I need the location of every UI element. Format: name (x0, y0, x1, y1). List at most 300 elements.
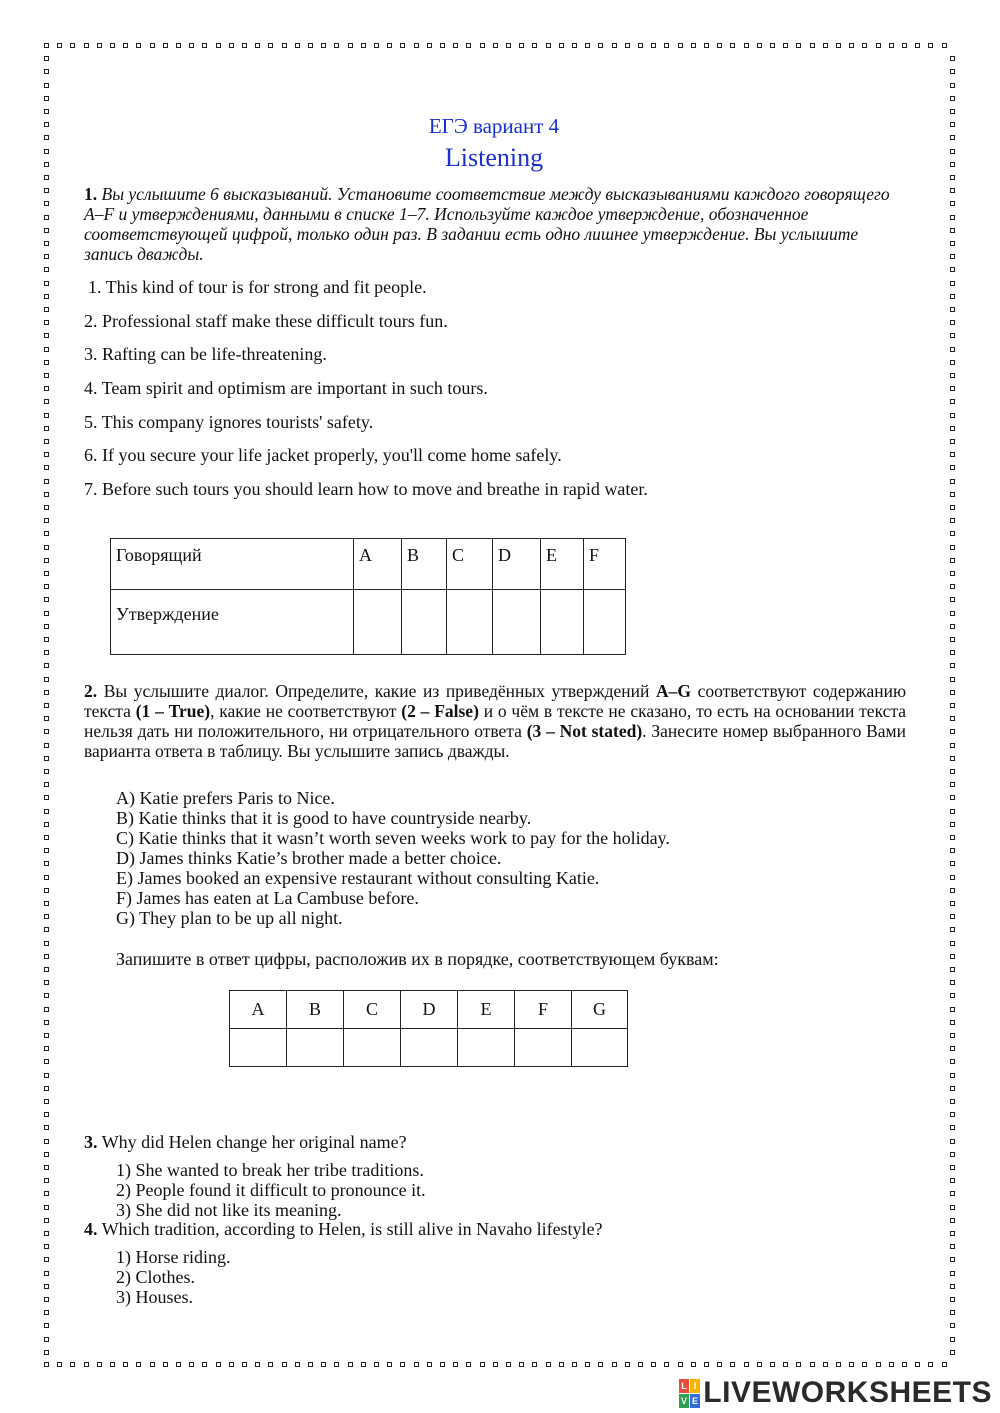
border-dot (44, 1323, 49, 1328)
border-dot (308, 1362, 313, 1367)
border-dot (44, 888, 49, 893)
border-dot (796, 1362, 801, 1367)
border-dot (950, 690, 955, 695)
border-dot (44, 413, 49, 418)
border-dot (902, 43, 907, 48)
border-dot (295, 1362, 300, 1367)
border-dot (950, 492, 955, 497)
border-dot (950, 809, 955, 814)
task1-statement: 4. Team spirit and optimism are important in such tours. (84, 378, 488, 398)
border-dot (44, 294, 49, 299)
border-dot (950, 479, 955, 484)
border-dot (57, 1362, 62, 1367)
border-dot (44, 69, 49, 74)
answer-cell[interactable] (344, 1029, 401, 1067)
border-dot (44, 663, 49, 668)
border-dot (532, 1362, 537, 1367)
border-dot (348, 43, 353, 48)
task4-question-text: Which tradition, according to Helen, is still alive in Navaho lifestyle? (101, 1219, 603, 1239)
border-dot (189, 1362, 194, 1367)
border-dot (950, 505, 955, 510)
border-dot (44, 954, 49, 959)
border-dot (387, 43, 392, 48)
border-dot (678, 43, 683, 48)
border-dot (717, 1362, 722, 1367)
border-dot (44, 861, 49, 866)
border-dot (950, 531, 955, 536)
border-dot (691, 1362, 696, 1367)
border-dot (44, 1020, 49, 1025)
border-dot (823, 1362, 828, 1367)
border-dot (950, 267, 955, 272)
border-dot (950, 254, 955, 259)
border-dot (70, 1362, 75, 1367)
border-dot (44, 1099, 49, 1104)
border-dot (950, 703, 955, 708)
border-dot (730, 1362, 735, 1367)
task3-question-text: Why did Helen change her original name? (101, 1132, 407, 1152)
border-dot (44, 927, 49, 932)
border-dot (44, 1337, 49, 1342)
border-dot (950, 571, 955, 576)
letter-cell: G (572, 991, 628, 1029)
border-dot (585, 1362, 590, 1367)
border-dot (950, 201, 955, 206)
border-dot (361, 43, 366, 48)
border-dot (876, 1362, 881, 1367)
answer-cell[interactable] (401, 1029, 458, 1067)
border-dot (704, 43, 709, 48)
border-dot (950, 1244, 955, 1249)
border-dot (849, 1362, 854, 1367)
border-dot (44, 637, 49, 642)
border-dot (255, 43, 260, 48)
border-dot (414, 43, 419, 48)
task2-instruction (84, 681, 906, 761)
border-dot (950, 1231, 955, 1236)
border-dot (950, 1112, 955, 1117)
border-dot (44, 1178, 49, 1183)
border-dot (44, 1033, 49, 1038)
logo-mark-icon (679, 1379, 700, 1408)
border-dot (44, 241, 49, 246)
border-dot (730, 43, 735, 48)
answer-cell[interactable] (287, 1029, 344, 1067)
task1-instruction-text: Вы услышите 6 высказываний. Установите соответствие между высказываниями каждого говорящего A–F и утверждениями, данными в списке 1–7. Используйте каждое утверждение, обозначенное соответствующей цифрой, только один раз. В задании есть одно лишнее утверждение. Вы услышите запись дважды. (84, 184, 890, 264)
task4-option[interactable]: 3) Houses. (116, 1287, 193, 1307)
border-dot (950, 756, 955, 761)
border-dot (374, 43, 379, 48)
border-dot (950, 993, 955, 998)
task2-statement: F) James has eaten at La Cambuse before. (116, 888, 419, 908)
border-dot (950, 716, 955, 721)
border-dot (950, 1007, 955, 1012)
border-dot (950, 439, 955, 444)
border-dot (44, 1284, 49, 1289)
task2-statement: A) Katie prefers Paris to Nice. (116, 788, 335, 808)
border-dot (44, 83, 49, 88)
border-dot (950, 281, 955, 286)
border-dot (950, 215, 955, 220)
border-dot (123, 43, 128, 48)
border-dot (44, 703, 49, 708)
border-dot (950, 320, 955, 325)
border-dot (572, 1362, 577, 1367)
border-dot (950, 1218, 955, 1223)
border-dot (44, 254, 49, 259)
border-dot (150, 1362, 155, 1367)
border-dot (44, 531, 49, 536)
border-dot (400, 1362, 405, 1367)
border-dot (44, 901, 49, 906)
border-dot (950, 188, 955, 193)
answer-cell[interactable] (493, 590, 541, 655)
border-dot (950, 56, 955, 61)
border-dot (44, 399, 49, 404)
logo-mark-letter: L (681, 1380, 688, 1391)
border-dot (950, 822, 955, 827)
border-dot (744, 43, 749, 48)
border-dot (44, 320, 49, 325)
border-dot (229, 43, 234, 48)
border-dot (44, 56, 49, 61)
border-dot (44, 1257, 49, 1262)
border-dot (44, 201, 49, 206)
answer-cell[interactable] (402, 590, 447, 655)
border-dot (950, 241, 955, 246)
border-dot (493, 43, 498, 48)
border-dot (44, 848, 49, 853)
border-dot (950, 83, 955, 88)
task1-statement: 3. Rafting can be life-threatening. (84, 344, 327, 364)
border-dot (638, 1362, 643, 1367)
border-dot (136, 1362, 141, 1367)
border-dot (453, 1362, 458, 1367)
border-dot (598, 1362, 603, 1367)
border-dot (757, 1362, 762, 1367)
border-dot (44, 941, 49, 946)
answer-cell[interactable] (447, 590, 493, 655)
border-dot (44, 729, 49, 734)
border-dot (950, 769, 955, 774)
border-dot (44, 782, 49, 787)
speaker-cell: E (541, 539, 584, 590)
border-dot (950, 360, 955, 365)
border-dot (950, 1165, 955, 1170)
border-dot (836, 43, 841, 48)
border-dot (44, 492, 49, 497)
border-dot (950, 1086, 955, 1091)
task2-number: 2. (84, 681, 98, 701)
table-row-label: Говорящий (111, 539, 354, 590)
border-dot (44, 571, 49, 576)
page-title: ЕГЭ вариант 4 (428, 114, 560, 138)
border-dot (950, 941, 955, 946)
border-dot (44, 1205, 49, 1210)
border-dot (950, 307, 955, 312)
speaker-cell: F (584, 539, 626, 590)
border-dot (950, 1046, 955, 1051)
table-row-label: Утверждение (111, 590, 354, 655)
border-dot (44, 1059, 49, 1064)
border-dot (361, 1362, 366, 1367)
border-dot (942, 43, 947, 48)
answer-cell[interactable] (572, 1029, 628, 1067)
border-dot (950, 333, 955, 338)
border-dot (44, 175, 49, 180)
border-dot (862, 43, 867, 48)
border-dot (44, 188, 49, 193)
border-dot (950, 373, 955, 378)
border-dot (950, 835, 955, 840)
border-dot (950, 1073, 955, 1078)
border-dot (44, 597, 49, 602)
border-dot (44, 1086, 49, 1091)
border-dot (950, 294, 955, 299)
border-dot (950, 1033, 955, 1038)
border-dot (950, 175, 955, 180)
border-dot (44, 465, 49, 470)
task4-option[interactable]: 2) Clothes. (116, 1267, 195, 1287)
border-dot (783, 43, 788, 48)
border-dot (242, 1362, 247, 1367)
border-dot (44, 1152, 49, 1157)
border-dot (427, 43, 432, 48)
border-dot (44, 1125, 49, 1130)
border-dot (950, 1139, 955, 1144)
border-dot (546, 1362, 551, 1367)
border-dot (546, 43, 551, 48)
border-dot (950, 1020, 955, 1025)
border-dot (44, 439, 49, 444)
task1-statement: 7. Before such tours you should learn how to move and breathe in rapid water. (84, 479, 648, 499)
letter-cell: E (458, 991, 515, 1029)
border-dot (44, 743, 49, 748)
border-dot (44, 1191, 49, 1196)
task2-statement: G) They plan to be up all night. (116, 908, 343, 928)
border-dot (123, 1362, 128, 1367)
border-dot (282, 1362, 287, 1367)
border-dot (770, 1362, 775, 1367)
border-dot (44, 993, 49, 998)
border-dot (572, 43, 577, 48)
border-dot (950, 558, 955, 563)
border-dot (44, 386, 49, 391)
border-dot (414, 1362, 419, 1367)
border-dot (950, 386, 955, 391)
border-dot (950, 848, 955, 853)
logo-mark-letter: V (681, 1395, 688, 1406)
border-dot (374, 1362, 379, 1367)
border-dot (44, 835, 49, 840)
border-dot (950, 1271, 955, 1276)
answer-cell[interactable] (515, 1029, 572, 1067)
border-dot (942, 1362, 947, 1367)
border-dot (44, 875, 49, 880)
border-dot (810, 1362, 815, 1367)
border-dot (387, 1362, 392, 1367)
border-dot (97, 43, 102, 48)
border-dot (44, 545, 49, 550)
border-dot (519, 43, 524, 48)
border-dot (950, 96, 955, 101)
task2-answer-table (229, 990, 628, 1067)
border-dot (268, 1362, 273, 1367)
border-dot (757, 43, 762, 48)
border-dot (44, 611, 49, 616)
border-dot (44, 1362, 49, 1367)
border-dot (44, 505, 49, 510)
border-dot (480, 43, 485, 48)
task3-number: 3. (84, 1132, 98, 1152)
border-dot (44, 650, 49, 655)
border-dot (950, 901, 955, 906)
border-dot (532, 43, 537, 48)
border-dot (110, 43, 115, 48)
border-dot (950, 1191, 955, 1196)
border-dot (950, 888, 955, 893)
border-dot (44, 809, 49, 814)
border-dot (44, 822, 49, 827)
border-dot (506, 43, 511, 48)
border-dot (625, 1362, 630, 1367)
border-dot (44, 1073, 49, 1078)
border-dot (44, 1218, 49, 1223)
border-dot (950, 875, 955, 880)
border-dot (950, 1125, 955, 1130)
border-dot (950, 597, 955, 602)
border-dot (321, 1362, 326, 1367)
border-dot (44, 690, 49, 695)
border-dot (950, 1205, 955, 1210)
border-dot (950, 743, 955, 748)
border-dot (664, 1362, 669, 1367)
border-dot (849, 43, 854, 48)
speaker-cell: C (447, 539, 493, 590)
border-dot (44, 980, 49, 985)
border-dot (950, 1323, 955, 1328)
task2-instruction-bold: A–G (655, 681, 691, 701)
border-dot (744, 1362, 749, 1367)
task2-instruction-text: . Занесите номер выбранного Вами варианта ответа в таблицу. Вы услышите запись дважды. (84, 721, 906, 761)
speaker-cell: D (493, 539, 541, 590)
border-dot (950, 545, 955, 550)
border-dot (862, 1362, 867, 1367)
border-dot (44, 558, 49, 563)
task1-statement: 1. This kind of tour is for strong and fit people. (88, 277, 427, 297)
border-dot (44, 518, 49, 523)
border-dot (255, 1362, 260, 1367)
page-subtitle: Listening (444, 143, 544, 172)
border-dot (44, 1271, 49, 1276)
border-dot (189, 43, 194, 48)
border-dot (466, 43, 471, 48)
logo-text: LIVEWORKSHEETS (703, 1376, 992, 1409)
speaker-cell: A (354, 539, 402, 590)
border-dot (216, 43, 221, 48)
border-dot (348, 1362, 353, 1367)
border-dot (44, 716, 49, 721)
border-dot (295, 43, 300, 48)
answer-cell[interactable] (354, 590, 402, 655)
task3-option[interactable]: 1) She wanted to break her tribe traditions. (116, 1160, 424, 1180)
border-dot (783, 1362, 788, 1367)
border-dot (950, 677, 955, 682)
task2-statement: D) James thinks Katie’s brother made a better choice. (116, 848, 502, 868)
border-dot (950, 967, 955, 972)
border-dot (950, 650, 955, 655)
answer-cell[interactable] (541, 590, 584, 655)
border-dot (44, 307, 49, 312)
border-dot (506, 1362, 511, 1367)
border-dot (950, 980, 955, 985)
border-dot (57, 43, 62, 48)
border-dot (321, 43, 326, 48)
border-dot (202, 1362, 207, 1367)
border-dot (950, 1059, 955, 1064)
border-dot (950, 729, 955, 734)
border-dot (44, 426, 49, 431)
answer-cell[interactable] (230, 1029, 287, 1067)
task2-statement: B) Katie thinks that it is good to have countryside nearby. (116, 808, 532, 828)
task1-statement: 2. Professional staff make these difficult tours fun. (84, 311, 448, 331)
task4-question (84, 1219, 603, 1240)
border-dot (950, 795, 955, 800)
task2-instruction-text: Вы услышите диалог. Определите, какие из приведённых утверждений (103, 681, 650, 701)
task4-option[interactable]: 1) Horse riding. (116, 1247, 231, 1267)
border-dot (44, 795, 49, 800)
border-dot (810, 43, 815, 48)
task3-option[interactable]: 3) She did not like its meaning. (116, 1200, 342, 1220)
border-dot (717, 43, 722, 48)
border-dot (44, 479, 49, 484)
border-dot (612, 1362, 617, 1367)
liveworksheets-logo (679, 1376, 992, 1410)
border-dot (440, 1362, 445, 1367)
border-dot (889, 1362, 894, 1367)
logo-mark-letter: E (692, 1395, 699, 1406)
border-dot (44, 677, 49, 682)
border-dot (950, 1099, 955, 1104)
border-dot (44, 1139, 49, 1144)
task2-instruction-text: соответствуют содержанию текста (84, 681, 907, 721)
border-dot (44, 228, 49, 233)
border-dot (480, 1362, 485, 1367)
border-dot (950, 426, 955, 431)
border-dot (334, 1362, 339, 1367)
border-dot (519, 1362, 524, 1367)
border-dot (950, 1297, 955, 1302)
task3-option[interactable]: 2) People found it difficult to pronounce it. (116, 1180, 426, 1200)
task1-statement: 6. If you secure your life jacket properly, you'll come home safely. (84, 445, 562, 465)
border-dot (625, 43, 630, 48)
border-dot (950, 782, 955, 787)
border-dot (176, 43, 181, 48)
border-dot (902, 1362, 907, 1367)
border-dot (796, 43, 801, 48)
border-dot (282, 43, 287, 48)
border-dot (176, 1362, 181, 1367)
border-dot (84, 43, 89, 48)
border-dot (950, 584, 955, 589)
border-dot (44, 756, 49, 761)
answer-cell[interactable] (458, 1029, 515, 1067)
letter-cell: F (515, 991, 572, 1029)
border-dot (44, 215, 49, 220)
border-dot (928, 43, 933, 48)
border-dot (651, 1362, 656, 1367)
answer-cell[interactable] (584, 590, 626, 655)
